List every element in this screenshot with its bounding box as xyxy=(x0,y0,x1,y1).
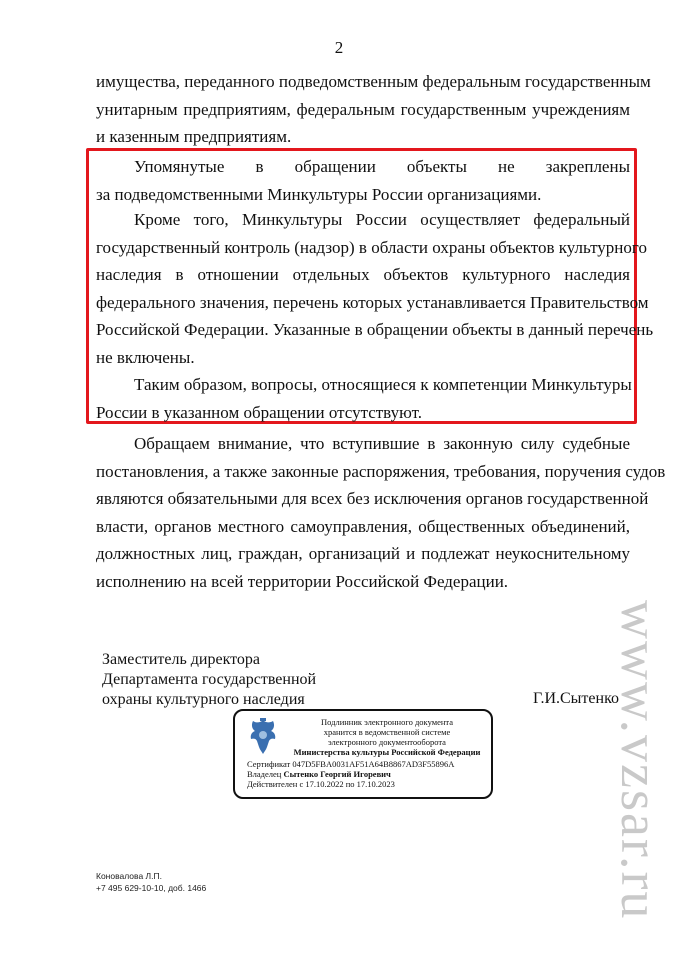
paragraph-court-decisions xyxy=(96,430,666,595)
text-line: постановления, а также законные распоряжения, требования, поручения судов xyxy=(96,461,666,481)
text-line: России в указанном обращении отсутствуют. xyxy=(96,402,422,422)
stamp-text: электронного документооборота xyxy=(328,737,446,747)
signer-position-line1: Заместитель директора xyxy=(102,651,261,668)
signer-position-line3: охраны культурного наследия xyxy=(102,691,305,708)
page-number: 2 xyxy=(334,38,344,57)
stamp-details xyxy=(247,759,487,789)
text-line: государственный контроль (надзор) в области охраны объектов культурного xyxy=(96,237,647,257)
stamp-ministry: Министерства культуры Российской Федерации xyxy=(293,747,481,757)
text-line: Кроме того, Минкультуры России осуществляет федеральный xyxy=(134,210,630,229)
contact-phone: +7 495 629-10-10, доб. 1466 xyxy=(96,883,207,893)
contact-info xyxy=(96,870,206,894)
paragraph-conclusion xyxy=(96,371,630,426)
text-line: Упомянутые в обращении объекты не закреплены xyxy=(134,157,630,176)
paragraph-objects-not-assigned xyxy=(96,153,630,208)
valid-from: 17.10.2022 xyxy=(305,779,344,789)
text-line: должностных лиц, граждан, организаций и подлежат неукоснительному xyxy=(96,544,630,563)
paragraph-federal-control xyxy=(96,206,654,371)
text-line: исполнению на всей территории Российской Федерации. xyxy=(96,571,509,591)
valid-to-label: по xyxy=(345,779,355,789)
stamp-text: Подлинник электронного документа xyxy=(320,717,453,727)
text-line: за подведомственными Минкультуры России организациями. xyxy=(96,184,542,204)
paragraph-continuation xyxy=(96,68,651,151)
watermark: www.vzsar.ru xyxy=(610,600,670,921)
signer-name: Г.И.Сытенко xyxy=(533,690,620,707)
text-line: Российской Федерации. Указанные в обращении объекты в данный перечень xyxy=(96,320,654,339)
text-line: являются обязательными для всех без исключения органов государственной xyxy=(96,489,649,508)
valid-label: Действителен с xyxy=(247,779,304,789)
coat-of-arms-icon xyxy=(247,717,279,757)
text-line: Обращаем внимание, что вступившие в законную силу судебные xyxy=(134,434,630,453)
text-line: наследия в отношении отдельных объектов культурного наследия xyxy=(96,265,630,284)
stamp-text: хранится в ведомственной системе xyxy=(323,727,451,737)
stamp-header xyxy=(287,717,487,757)
text-line: и казенным предприятиям. xyxy=(96,127,292,146)
certificate-value: 047D5FBA0031AF51A64B8867AD3F55896A xyxy=(292,759,455,769)
electronic-signature-stamp xyxy=(233,709,493,799)
text-line: федерального значения, перечень которых устанавливается Правительством xyxy=(96,292,649,312)
valid-to: 17.10.2023 xyxy=(356,779,395,789)
owner-label: Владелец xyxy=(247,769,282,779)
certificate-label: Сертификат xyxy=(247,759,291,769)
text-line: власти, органов местного самоуправления, общественных объединений, xyxy=(96,516,630,536)
text-line: не включены. xyxy=(96,347,195,367)
text-line: Таким образом, вопросы, относящиеся к компетенции Минкультуры xyxy=(134,375,632,394)
contact-name: Коновалова Л.П. xyxy=(96,871,162,881)
owner-value: Сытенко Георгий Игоревич xyxy=(283,769,391,779)
text-line: унитарным предприятиям, федеральным государственным учреждениям xyxy=(96,99,630,119)
signature-block xyxy=(102,650,316,710)
signer-position-line2: Департамента государственной xyxy=(102,671,317,688)
text-line: имущества, переданного подведомственным федеральным государственным xyxy=(96,72,651,91)
